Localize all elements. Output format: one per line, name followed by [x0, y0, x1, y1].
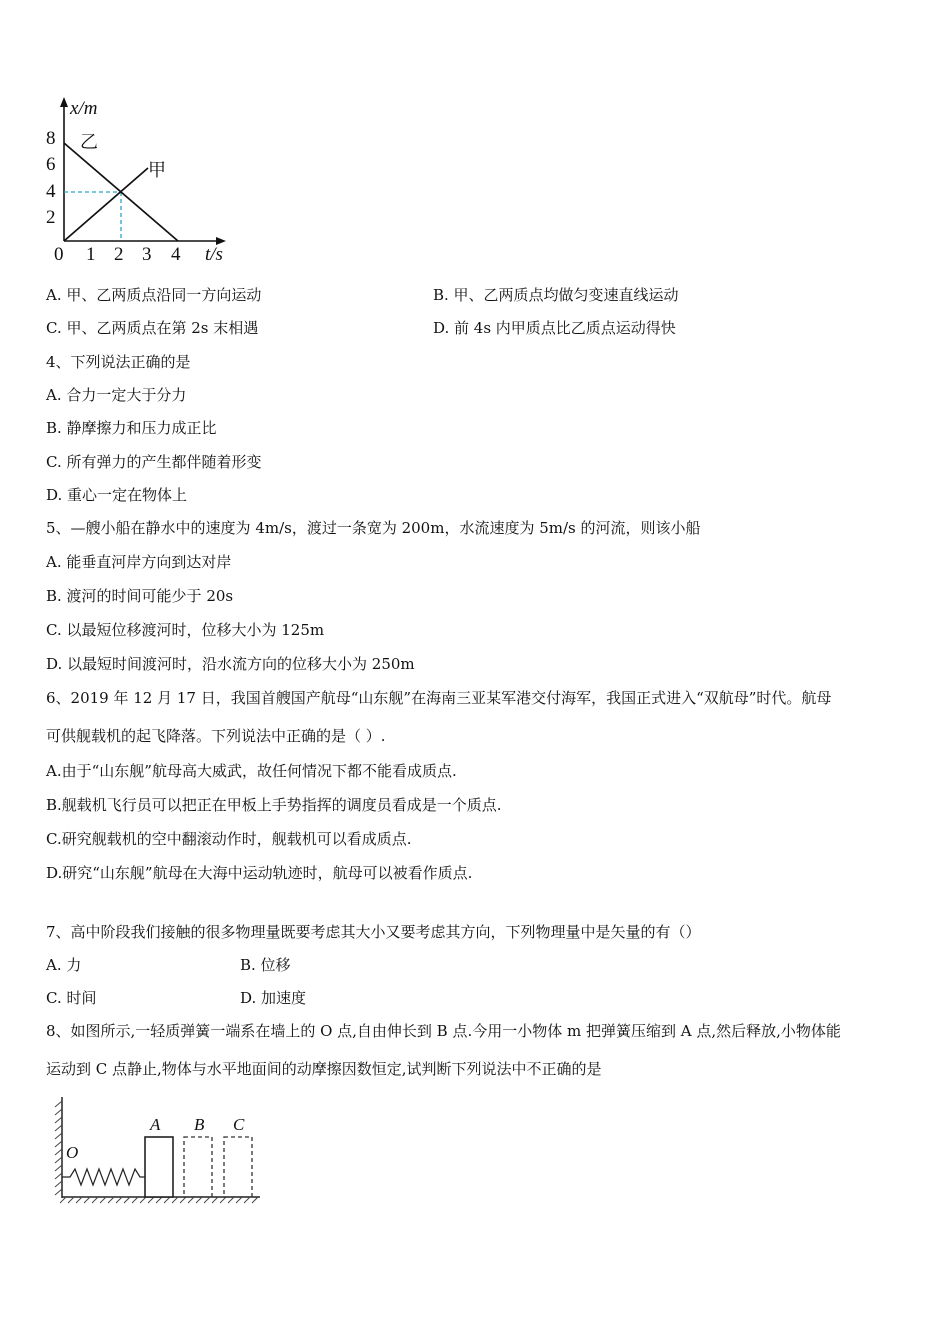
x-tick-1: 1 — [86, 244, 96, 265]
q4-option-d: D. 重心一定在物体上 — [46, 486, 188, 504]
label-a: A — [150, 1115, 161, 1134]
label-yi: 乙 — [80, 132, 98, 153]
xt-graph — [40, 95, 240, 270]
spring-figure-svg — [50, 1093, 270, 1208]
y-tick-2: 2 — [46, 207, 56, 228]
q4-stem: 4、下列说法正确的是 — [46, 353, 191, 371]
spring — [62, 1169, 145, 1185]
label-b: B — [194, 1115, 205, 1134]
q4-option-a: A. 合力一定大于分力 — [46, 386, 187, 404]
y-tick-8: 8 — [46, 128, 56, 149]
y-tick-4: 4 — [46, 181, 56, 202]
q6-option-d: D.研究“山东舰”航母在大海中运动轨迹时，航母可以被看作质点. — [46, 864, 473, 882]
y-axis-arrow-icon — [60, 97, 68, 107]
y-tick-6: 6 — [46, 154, 56, 175]
q5-option-d: D. 以最短时间渡河时，沿水流方向的位移大小为 250m — [46, 655, 415, 673]
q5-stem: 5、—艘小船在静水中的速度为 4m/s，渡过一条宽为 200m，水流速度为 5m/s 的河流，则该小船 — [46, 519, 701, 537]
x-tick-0: 0 — [54, 244, 64, 265]
q7-option-d: D. 加速度 — [240, 989, 307, 1007]
block-a — [145, 1137, 173, 1197]
q4-option-b: B. 静摩擦力和压力成正比 — [46, 419, 217, 437]
q8-stem-line1: 8、如图所示,一轻质弹簧一端系在墙上的 O 点,自由伸长到 B 点.今用一小物体 m 把弹簧压缩到 A 点,然后释放,小物体能 — [46, 1022, 841, 1040]
q7-option-b: B. 位移 — [240, 956, 291, 974]
ground-hatching — [60, 1197, 258, 1203]
x-axis-label: t/s — [205, 244, 223, 265]
x-tick-2: 2 — [114, 244, 124, 265]
x-tick-4: 4 — [171, 244, 181, 265]
x-tick-3: 3 — [142, 244, 152, 265]
q6-stem-line1: 6、2019 年 12 月 17 日，我国首艘国产航母“山东舰”在海南三亚某军港交付海军，我国正式进入“双航母”时代。航母 — [46, 689, 832, 707]
q5-option-a: A. 能垂直河岸方向到达对岸 — [46, 553, 232, 571]
block-c — [224, 1137, 252, 1197]
q6-option-b: B.舰载机飞行员可以把正在甲板上手势指挥的调度员看成是一个质点. — [46, 796, 502, 814]
q3-option-b: B. 甲、乙两质点均做匀变速直线运动 — [433, 286, 679, 304]
q5-option-c: C. 以最短位移渡河时，位移大小为 125m — [46, 621, 325, 639]
wall-hatching — [55, 1101, 62, 1195]
label-o: O — [66, 1143, 79, 1162]
q7-stem: 7、高中阶段我们接触的很多物理量既要考虑其大小又要考虑其方向，下列物理量中是矢量的有（） — [46, 923, 701, 941]
q8-stem-line2: 运动到 C 点静止,物体与水平地面间的动摩擦因数恒定,试判断下列说法中不正确的是 — [46, 1060, 602, 1078]
q6-option-a: A.由于“山东舰”航母高大威武，故任何情况下都不能看成质点. — [46, 762, 457, 780]
q4-option-c: C. 所有弹力的产生都伴随着形变 — [46, 453, 262, 471]
block-b — [184, 1137, 212, 1197]
q3-option-d: D. 前 4s 内甲质点比乙质点运动得快 — [433, 319, 676, 337]
q6-stem-line2: 可供舰载机的起飞降落。下列说法中正确的是（ ）. — [46, 727, 386, 745]
label-jia: 甲 — [148, 160, 166, 181]
q3-option-c: C. 甲、乙两质点在第 2s 末相遇 — [46, 319, 259, 337]
q5-option-b: B. 渡河的时间可能少于 20s — [46, 587, 234, 605]
q3-option-a: A. 甲、乙两质点沿同一方向运动 — [46, 286, 262, 304]
y-axis-label: x/m — [70, 98, 98, 119]
label-c: C — [233, 1115, 245, 1134]
q7-option-c: C. 时间 — [46, 989, 97, 1007]
q6-option-c: C.研究舰载机的空中翻滚动作时，舰载机可以看成质点. — [46, 830, 412, 848]
q7-option-a: A. 力 — [46, 956, 82, 974]
spring-figure — [50, 1093, 270, 1208]
